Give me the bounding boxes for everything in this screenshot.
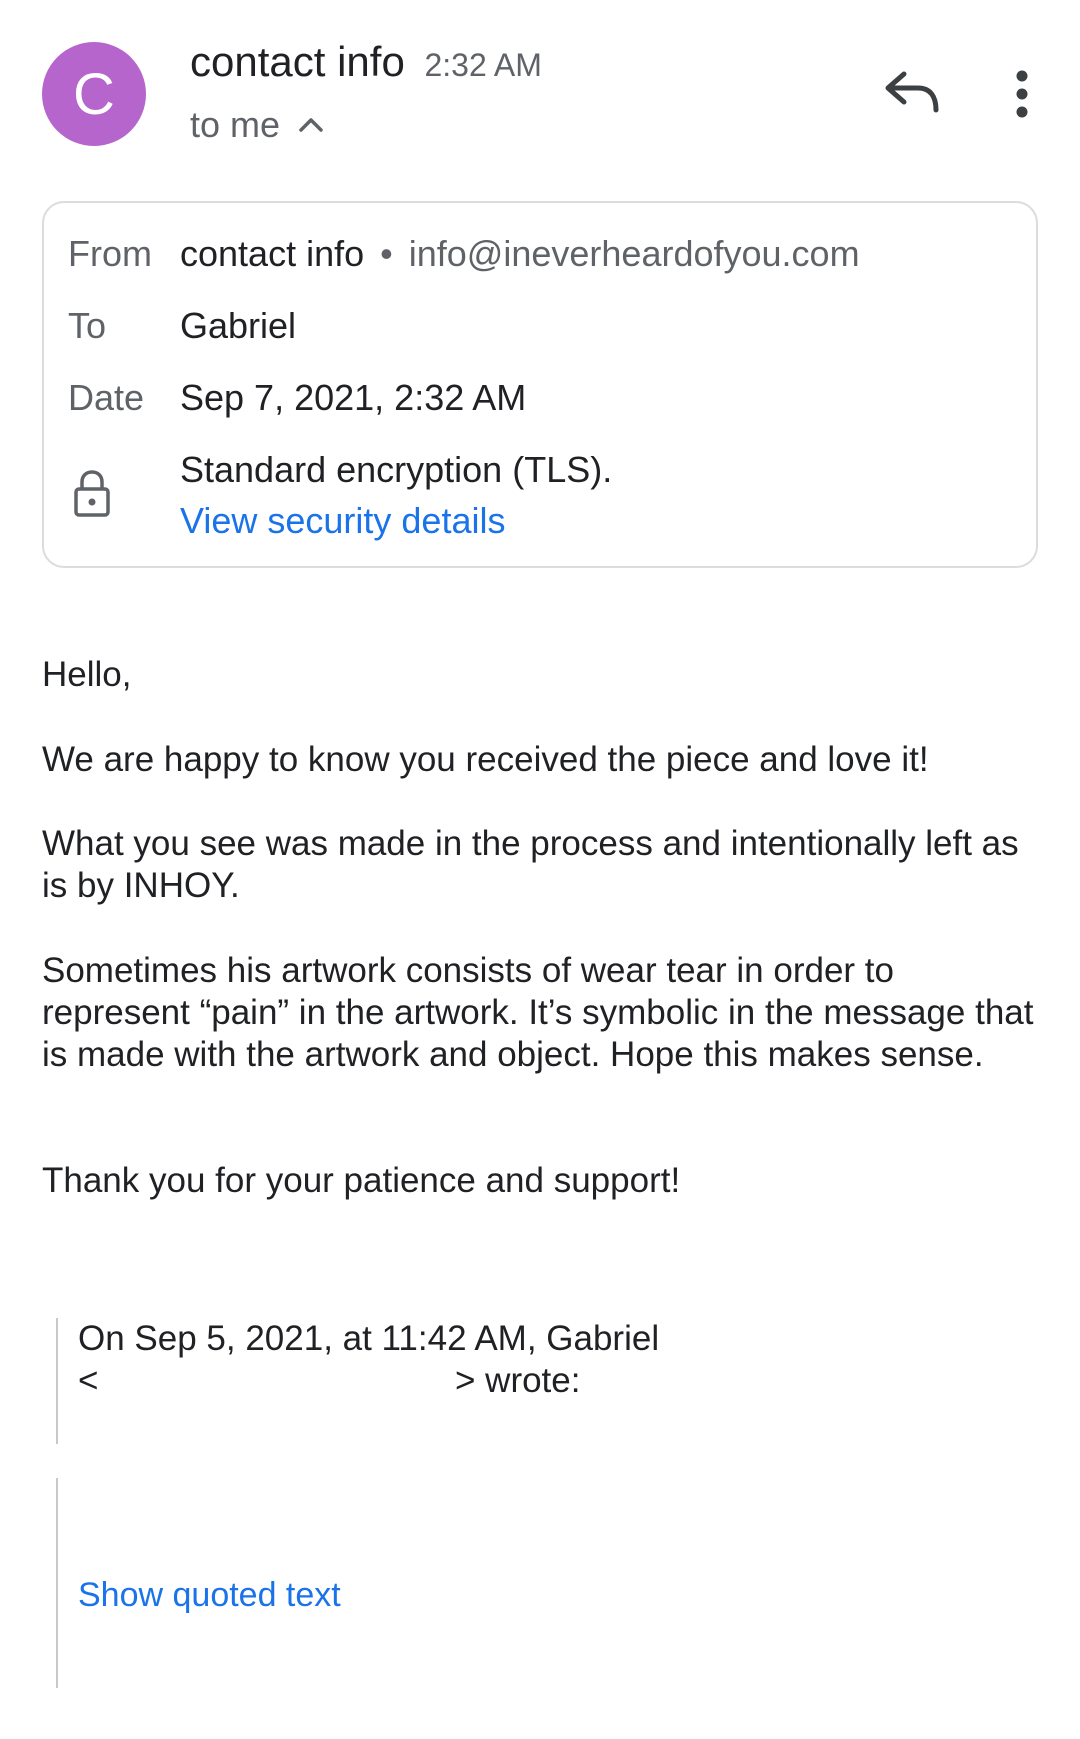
message-time: 2:32 AM: [424, 47, 542, 83]
reply-icon[interactable]: [882, 66, 942, 118]
chevron-up-icon: [298, 117, 324, 133]
lock-icon: [70, 468, 114, 518]
body-paragraph: What you see was made in the process and intentionally left as is by INHOY.: [42, 824, 1019, 905]
sender-avatar[interactable]: [42, 42, 146, 146]
sender-name-row: [190, 38, 542, 86]
from-separator: •: [380, 233, 393, 274]
from-name: contact info: [180, 233, 365, 274]
body-paragraph: Sometimes his artwork consists of wear tear in order to represent “pain” in the artwork. It’s symbolic in the message that is made with the artwork and object. Hope this makes sense.: [42, 951, 1034, 1074]
recipient-summary: to me: [190, 104, 281, 145]
greeting: Hello,: [42, 655, 132, 694]
quote-bar: [56, 1478, 58, 1688]
avatar-letter: C: [73, 61, 115, 127]
more-vert-icon[interactable]: [1000, 66, 1044, 122]
quote-bar: [56, 1318, 58, 1444]
sender-name: contact info: [190, 38, 405, 85]
show-quoted-text-link[interactable]: Show quoted text: [78, 1576, 341, 1614]
date-label: Date: [68, 377, 145, 418]
quote-attribution-email-open: <: [78, 1361, 99, 1400]
from-email[interactable]: info@ineverheardofyou.com: [408, 233, 860, 274]
from-value: [180, 233, 860, 275]
to-value: Gabriel: [180, 305, 297, 346]
from-label: From: [68, 233, 152, 274]
to-label: To: [68, 305, 107, 346]
date-value: Sep 7, 2021, 2:32 AM: [180, 377, 527, 418]
view-security-details-link[interactable]: View security details: [180, 500, 506, 541]
quote-attribution: On Sep 5, 2021, at 11:42 AM, Gabriel: [78, 1319, 660, 1358]
quote-attribution-wrote: > wrote:: [455, 1361, 581, 1400]
body-paragraph: Thank you for your patience and support!: [42, 1161, 681, 1200]
encryption-text: Standard encryption (TLS).: [180, 449, 613, 490]
body-paragraph: We are happy to know you received the piece and love it!: [42, 740, 929, 779]
recipient-toggle[interactable]: [190, 104, 324, 146]
